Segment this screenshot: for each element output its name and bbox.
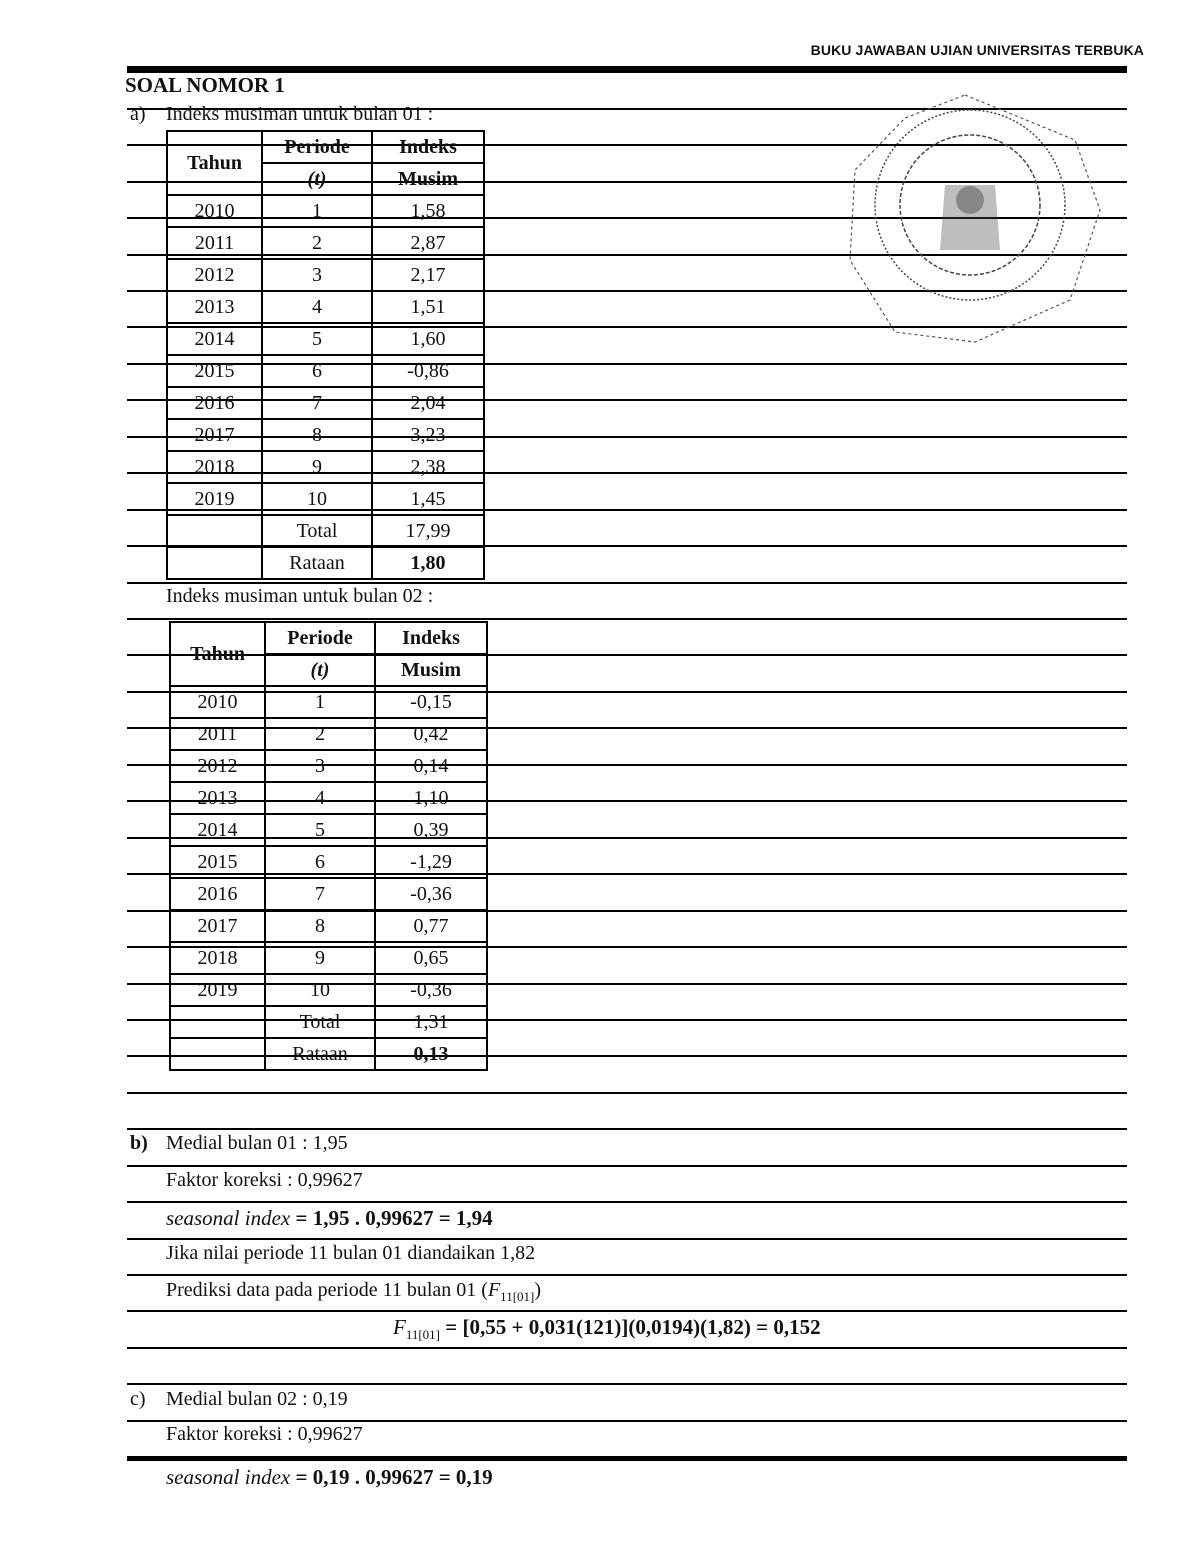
cell-label: Rataan <box>265 1038 375 1070</box>
cell-year: 2018 <box>170 942 265 974</box>
table-row <box>170 782 487 814</box>
cell-year: 2015 <box>170 846 265 878</box>
section-title: SOAL NOMOR 1 <box>125 73 285 97</box>
cell-year: 2019 <box>170 974 265 1006</box>
cell-value: 17,99 <box>372 515 484 547</box>
cell-period: 1 <box>262 195 372 227</box>
median-month-01: Medial bulan 01 : 1,95 <box>166 1132 348 1154</box>
table-row <box>170 942 487 974</box>
header-rule <box>127 66 1127 73</box>
cell-index: -0,36 <box>375 974 487 1006</box>
cell-period: 5 <box>265 814 375 846</box>
seasonal-index-word: seasonal index <box>166 1206 291 1230</box>
prediction-sub: 11[01] <box>500 1289 535 1304</box>
total-row <box>170 1006 487 1038</box>
cell-index: -0,15 <box>375 686 487 718</box>
table-row <box>170 878 487 910</box>
table-row <box>170 750 487 782</box>
cell-index: 1,45 <box>372 483 484 515</box>
cell-period: 9 <box>265 942 375 974</box>
cell-year: 2012 <box>167 259 262 291</box>
cell-period: 5 <box>262 323 372 355</box>
cell-label: Total <box>262 515 372 547</box>
cell-year: 2015 <box>167 355 262 387</box>
cell-empty <box>170 1006 265 1038</box>
cell-label: Rataan <box>262 547 372 579</box>
table-row <box>167 259 484 291</box>
cell-empty <box>167 547 262 579</box>
mean-row <box>167 547 484 579</box>
cell-year: 2017 <box>170 910 265 942</box>
cell-index: 2,04 <box>372 387 484 419</box>
table-row <box>167 419 484 451</box>
seasonal-index-b <box>166 1206 493 1231</box>
cell-value: 1,31 <box>375 1006 487 1038</box>
cell-period: 7 <box>265 878 375 910</box>
cell-index: 0,65 <box>375 942 487 974</box>
cell-period: 6 <box>265 846 375 878</box>
table-row <box>167 291 484 323</box>
part-b-label: b) <box>130 1132 148 1154</box>
table-row <box>170 974 487 1006</box>
cell-period: 6 <box>262 355 372 387</box>
cell-period: 9 <box>262 451 372 483</box>
col-indeks: Indeks <box>375 622 487 654</box>
prediction-var: F <box>487 1279 501 1301</box>
cell-period: 1 <box>265 686 375 718</box>
seasonal-index-value: = 1,95 . 0,99627 = 1,94 <box>290 1206 493 1230</box>
col-musim: Musim <box>375 654 487 686</box>
cell-year: 2016 <box>170 878 265 910</box>
seasonal-index-c <box>166 1465 493 1490</box>
cell-empty <box>170 1038 265 1070</box>
cell-year: 2018 <box>167 451 262 483</box>
cell-value: 0,13 <box>375 1038 487 1070</box>
table-row <box>167 323 484 355</box>
cell-year: 2013 <box>170 782 265 814</box>
cell-index: 2,38 <box>372 451 484 483</box>
formula-var: F <box>393 1315 406 1339</box>
table-row <box>167 483 484 515</box>
prediction-text <box>166 1279 541 1305</box>
correction-factor-b: Faktor koreksi : 0,99627 <box>166 1169 363 1191</box>
col-t: (t) <box>262 163 372 195</box>
table-row <box>167 451 484 483</box>
table-row <box>167 195 484 227</box>
table1-heading: Indeks musiman untuk bulan 01 : <box>166 103 434 125</box>
cell-period: 7 <box>262 387 372 419</box>
university-stamp <box>835 90 1105 350</box>
part-c-label: c) <box>130 1388 146 1410</box>
assumption-text: Jika nilai periode 11 bulan 01 diandaikan 1,82 <box>166 1242 536 1264</box>
cell-period: 8 <box>265 910 375 942</box>
cell-index: 0,39 <box>375 814 487 846</box>
cell-index: 2,87 <box>372 227 484 259</box>
seasonal-index-table-month-01 <box>166 130 485 580</box>
cell-year: 2013 <box>167 291 262 323</box>
cell-period: 2 <box>265 718 375 750</box>
cell-index: 1,60 <box>372 323 484 355</box>
part-a-label: a) <box>130 103 146 125</box>
col-periode: Periode <box>262 131 372 163</box>
table-row <box>167 387 484 419</box>
cell-index: 0,14 <box>375 750 487 782</box>
formula-rhs: = [0,55 + 0,031(121)](0,0194)(1,82) = 0,152 <box>440 1315 821 1339</box>
cell-period: 3 <box>265 750 375 782</box>
cell-index: 3,23 <box>372 419 484 451</box>
seasonal-index-table-month-02 <box>169 621 488 1071</box>
mean-row <box>170 1038 487 1070</box>
col-periode: Periode <box>265 622 375 654</box>
correction-factor-c: Faktor koreksi : 0,99627 <box>166 1423 363 1445</box>
cell-index: 1,58 <box>372 195 484 227</box>
cell-period: 3 <box>262 259 372 291</box>
cell-index: 0,77 <box>375 910 487 942</box>
col-musim: Musim <box>372 163 484 195</box>
cell-year: 2010 <box>167 195 262 227</box>
cell-year: 2011 <box>167 227 262 259</box>
cell-index: -0,86 <box>372 355 484 387</box>
cell-period: 2 <box>262 227 372 259</box>
cell-period: 4 <box>262 291 372 323</box>
col-tahun: Tahun <box>167 131 262 195</box>
cell-index: 2,17 <box>372 259 484 291</box>
col-tahun: Tahun <box>170 622 265 686</box>
table-row <box>170 910 487 942</box>
seasonal-index-word: seasonal index <box>166 1465 291 1489</box>
cell-label: Total <box>265 1006 375 1038</box>
cell-period: 8 <box>262 419 372 451</box>
cell-year: 2014 <box>167 323 262 355</box>
cell-index: -0,36 <box>375 878 487 910</box>
page-header: BUKU JAWABAN UJIAN UNIVERSITAS TERBUKA <box>810 42 1144 58</box>
table-row <box>170 846 487 878</box>
cell-empty <box>167 515 262 547</box>
cell-year: 2017 <box>167 419 262 451</box>
col-indeks: Indeks <box>372 131 484 163</box>
cell-year: 2016 <box>167 387 262 419</box>
table2-heading: Indeks musiman untuk bulan 02 : <box>166 585 434 607</box>
cell-period: 10 <box>262 483 372 515</box>
cell-index: 0,42 <box>375 718 487 750</box>
prediction-close: ) <box>534 1279 542 1301</box>
table-row <box>167 355 484 387</box>
cell-year: 2014 <box>170 814 265 846</box>
total-row <box>167 515 484 547</box>
col-t: (t) <box>265 654 375 686</box>
cell-year: 2019 <box>167 483 262 515</box>
cell-index: -1,29 <box>375 846 487 878</box>
table-row <box>170 718 487 750</box>
formula-sub: 11[01] <box>405 1327 441 1343</box>
median-month-02: Medial bulan 02 : 0,19 <box>166 1388 348 1410</box>
cell-period: 4 <box>265 782 375 814</box>
prediction-lead: Prediksi data pada periode 11 bulan 01 ( <box>166 1279 488 1301</box>
cell-index: 1,10 <box>375 782 487 814</box>
cell-period: 10 <box>265 974 375 1006</box>
cell-year: 2011 <box>170 718 265 750</box>
table-row <box>170 686 487 718</box>
forecast-formula <box>393 1315 821 1343</box>
cell-year: 2010 <box>170 686 265 718</box>
seasonal-index-value: = 0,19 . 0,99627 = 0,19 <box>290 1465 493 1489</box>
table-row <box>167 227 484 259</box>
cell-value: 1,80 <box>372 547 484 579</box>
cell-year: 2012 <box>170 750 265 782</box>
cell-index: 1,51 <box>372 291 484 323</box>
table-row <box>170 814 487 846</box>
